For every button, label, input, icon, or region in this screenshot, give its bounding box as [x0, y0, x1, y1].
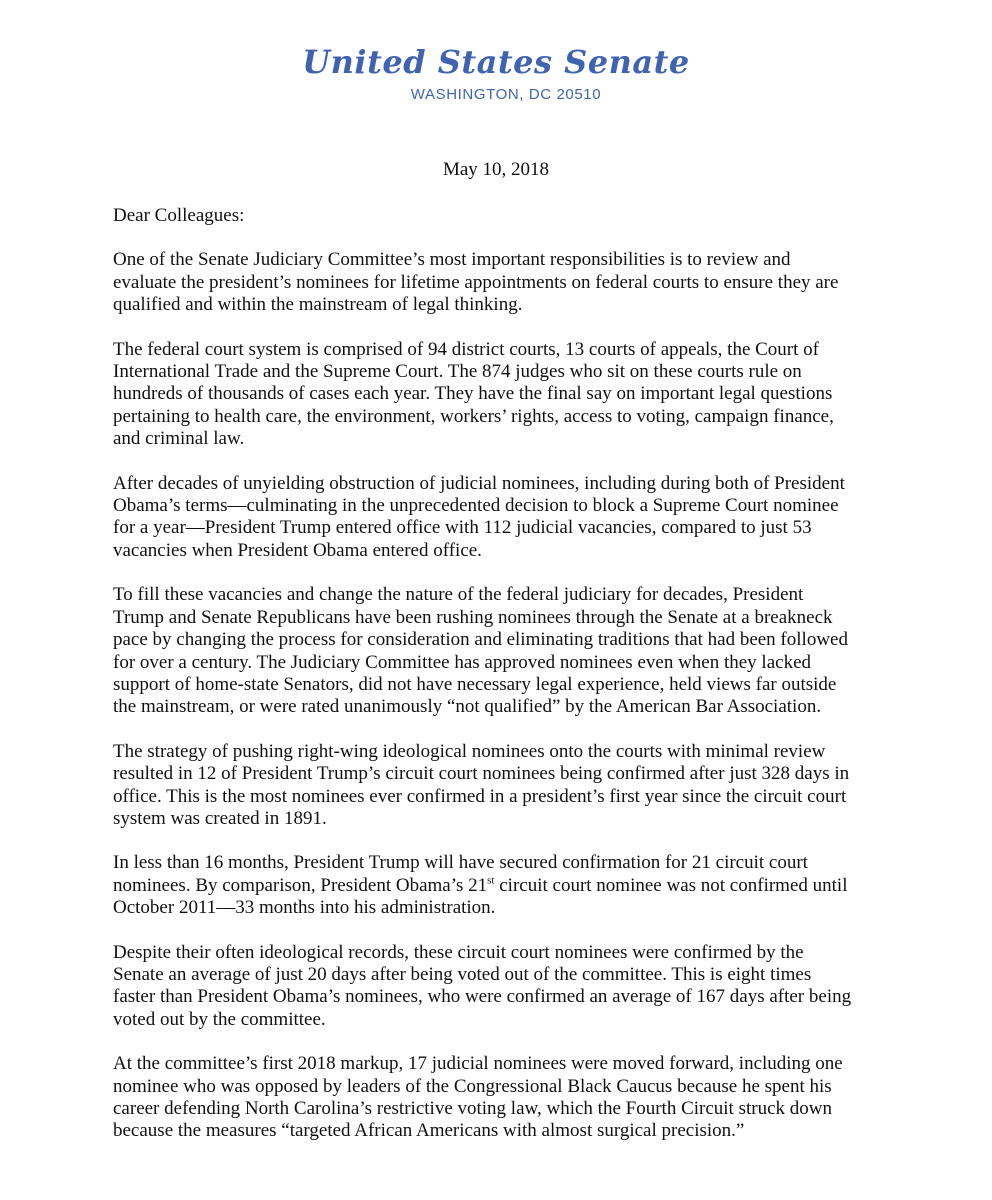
text-line: for over a century. The Judiciary Committee has approved nominees even when they lacked — [113, 651, 812, 673]
text-line: Trump and Senate Republicans have been rushing nominees through the Senate at a breakneck — [113, 606, 833, 628]
text-line: October 2011—33 months into his administration. — [113, 897, 496, 919]
text-line: Despite their often ideological records, these circuit court nominees were confirmed by the — [113, 941, 804, 963]
text-line: The strategy of pushing right-wing ideological nominees onto the courts with minimal review — [113, 740, 826, 762]
letter-body — [113, 205, 903, 1165]
text-line: for a year—President Trump entered office with 112 judicial vacancies, compared to just 53 — [113, 517, 812, 539]
text-line: hundreds of thousands of cases each year. They have the final say on important legal questions — [113, 383, 833, 405]
text-line: resulted in 12 of President Trump’s circuit court nominees being confirmed after just 328 days in — [113, 763, 850, 785]
text-line: the mainstream, or were rated unanimously “not qualified” by the American Bar Association. — [113, 696, 822, 718]
paragraph-1 — [113, 249, 903, 316]
senate-title: United States Senate — [302, 43, 690, 81]
text-line: One of the Senate Judiciary Committee’s most important responsibilities is to review and — [113, 249, 791, 271]
text-line: office. This is the most nominees ever confirmed in a president’s first year since the circuit court — [113, 785, 847, 807]
text-line: In less than 16 months, President Trump will have secured confirmation for 21 circuit court — [113, 852, 808, 874]
letter-date: May 10, 2018 — [442, 159, 550, 180]
paragraph-2 — [113, 339, 903, 451]
text-line: voted out by the committee. — [113, 1008, 326, 1030]
paragraph-6 — [113, 852, 903, 919]
text-fragment: circuit court nominee was not confirmed until — [494, 874, 848, 896]
letterhead — [0, 42, 992, 103]
senate-address: WASHINGTON, DC 20510 — [410, 86, 602, 103]
ordinal-suffix: st — [487, 874, 495, 887]
text-line: support of home-state Senators, did not have necessary legal experience, held views far outside — [113, 673, 837, 695]
text-line: Senate an average of just 20 days after being voted out of the committee. This is eight times — [113, 963, 812, 985]
text-line: career defending North Carolina’s restrictive voting law, which the Fourth Circuit struck down — [113, 1098, 832, 1119]
text-line: pertaining to health care, the environment, workers’ rights, access to voting, campaign finance, — [113, 405, 834, 427]
text-line: qualified and within the mainstream of legal thinking. — [113, 294, 523, 316]
paragraph-8 — [113, 1053, 903, 1143]
text-line — [113, 875, 903, 897]
text-line: pace by changing the process for consideration and eliminating traditions that had been followed — [113, 629, 848, 651]
text-line: The federal court system is comprised of 94 district courts, 13 courts of appeals, the Court of — [113, 338, 819, 360]
text-line: To fill these vacancies and change the nature of the federal judiciary for decades, President — [113, 584, 804, 606]
text-line: After decades of unyielding obstruction of judicial nominees, including during both of President — [113, 472, 845, 494]
paragraph-7 — [113, 942, 903, 1032]
text-line: nominee who was opposed by leaders of the Congressional Black Caucus because he spent his — [113, 1075, 832, 1097]
paragraph-3 — [113, 473, 903, 563]
text-line: system was created in 1891. — [113, 807, 327, 829]
text-line: International Trade and the Supreme Court. The 874 judges who sit on these courts rule on — [113, 361, 802, 383]
salutation: Dear Colleagues: — [113, 205, 245, 226]
text-fragment: nominees. By comparison, President Obama’s 21 — [113, 874, 488, 896]
paragraph-5 — [113, 741, 903, 831]
text-line: faster than President Obama’s nominees, who were confirmed an average of 167 days after being — [113, 986, 852, 1008]
text-line: because the measures “targeted African Americans with almost surgical precision.” — [113, 1120, 745, 1142]
text-line: Obama’s terms—culminating in the unprecedented decision to block a Supreme Court nominee — [113, 495, 839, 517]
text-line: vacancies when President Obama entered office. — [113, 539, 482, 561]
paragraph-4 — [113, 584, 903, 718]
text-line: evaluate the president’s nominees for lifetime appointments on federal courts to ensure they are — [113, 271, 839, 293]
text-line: and criminal law. — [113, 428, 245, 450]
text-line: At the committee’s first 2018 markup, 17 judicial nominees were moved forward, including one — [113, 1053, 843, 1075]
